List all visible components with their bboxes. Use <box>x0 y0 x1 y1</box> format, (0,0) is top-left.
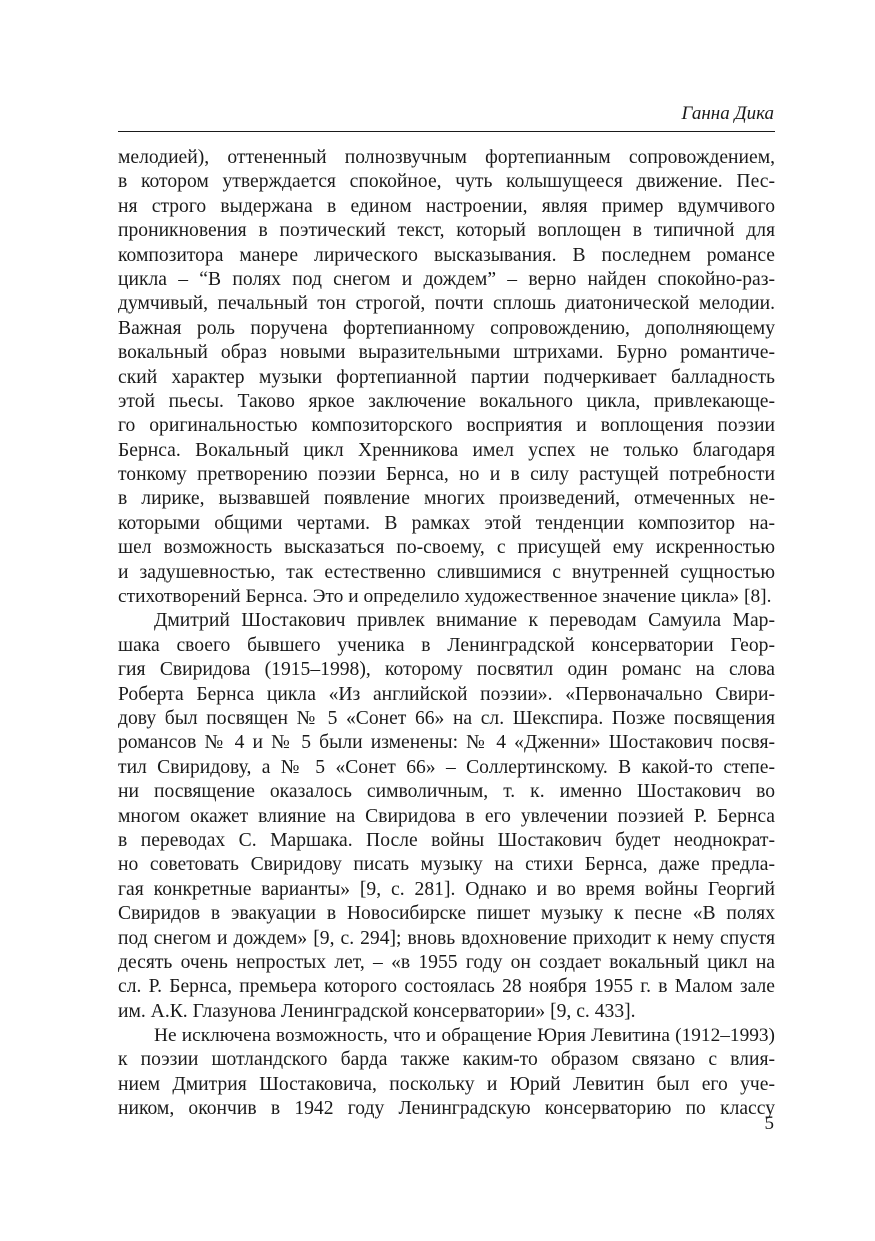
text-line: стихотворений Бернса. Это и определило художественное значение цикла» [8]. <box>118 586 772 608</box>
text-line: но советовать Свиридову писать музыку на стихи Бернса, даже предла- <box>118 854 775 876</box>
text-line: гая конкретные варианты» [9, с. 281]. Однако и во время войны Георгий <box>118 878 775 900</box>
text-line: и задушевностью, так естественно слившимися с внутренней сущностью <box>118 561 775 583</box>
text-line: Бернса. Вокальный цикл Хренникова имел успех не только благодаря <box>118 439 775 461</box>
paragraph-first-line: Не исключена возможность, что и обращение Юрия Левитина (1912–1993) <box>154 1025 775 1047</box>
text-line: в лирике, вызвавшей появление многих произведений, отмеченных не- <box>118 488 775 510</box>
text-line: думчивый, печальный тон строгой, почти сплошь диатонической мелодии. <box>118 293 775 315</box>
header-rule <box>118 131 775 132</box>
text-line: которыми общими чертами. В рамках этой тенденции композитор на- <box>118 512 775 534</box>
text-line: цикла – “В полях под снегом и дождем” – верно найден спокойно-раз- <box>118 268 775 290</box>
text-line: в переводах С. Маршака. После войны Шостакович будет неоднократ- <box>118 829 775 851</box>
text-line: ником, окончив в 1942 году Ленинградскую консерваторию по классу <box>118 1098 775 1120</box>
text-line: многом окажет влияние на Свиридова в его увлечении поэзией Р. Бернса <box>118 805 775 827</box>
text-line: ня строго выдержана в едином настроении, являя пример вдумчивого <box>118 195 775 217</box>
text-line: дову был посвящен № 5 «Сонет 66» на сл. Шекспира. Позже посвящения <box>118 707 775 729</box>
text-line: вокальный образ новыми выразительными штрихами. Бурно романтиче- <box>118 342 775 364</box>
text-line: под снегом и дождем» [9, с. 294]; вновь вдохновение приходит к нему спустя <box>118 927 775 949</box>
text-line: тил Свиридову, а № 5 «Сонет 66» – Соллертинскому. В какой-то степе- <box>118 756 775 778</box>
text-line: им. А.К. Глазунова Ленинградской консерватории» [9, с. 433]. <box>118 1000 636 1022</box>
text-line: шака своего бывшего ученика в Ленинградской консерватории Геор- <box>118 634 775 656</box>
body-text <box>118 146 775 1122</box>
text-line: шел возможность высказаться по-своему, с присущей ему искренностью <box>118 537 775 559</box>
text-line: ский характер музыки фортепианной партии подчеркивает балладность <box>118 366 775 388</box>
text-line: тонкому претворению поэзии Бернса, но и в силу растущей потребности <box>118 464 775 486</box>
text-line: Свиридов в эвакуации в Новосибирске пишет музыку к песне «В полях <box>118 903 775 925</box>
text-line: Важная роль поручена фортепианному сопровождению, дополняющему <box>118 317 775 339</box>
text-line: композитора манере лирического высказывания. В последнем романсе <box>118 244 775 266</box>
text-line: мелодией), оттененный полнозвучным фортепианным сопровождением, <box>118 147 775 168</box>
text-line: Роберта Бернса цикла «Из английской поэзии». «Первоначально Свири- <box>118 683 775 705</box>
text-line: го оригинальностью композиторского восприятия и воплощения поэзии <box>118 415 775 437</box>
text-line: гия Свиридова (1915–1998), которому посвятил один романс на слова <box>118 659 775 681</box>
text-line: ни посвящение оказалось символичным, т. к. именно Шостакович во <box>118 781 775 803</box>
text-line: этой пьесы. Таково яркое заключение вокального цикла, привлекающе- <box>118 390 775 412</box>
running-header: Ганна Дика <box>681 103 774 124</box>
text-line: нием Дмитрия Шостаковича, поскольку и Юрий Левитин был его уче- <box>118 1073 775 1095</box>
text-line: к поэзии шотландского барда также каким-то образом связано с влия- <box>118 1049 775 1071</box>
text-line: проникновения в поэтический текст, который воплощен в типичной для <box>118 220 775 242</box>
page-number: 5 <box>764 1113 774 1134</box>
text-line: в котором утверждается спокойное, чуть колышущееся движение. Пес- <box>118 171 775 193</box>
text-line: десять очень непростых лет, – «в 1955 году он создает вокальный цикл на <box>118 951 775 973</box>
text-line: романсов № 4 и № 5 были изменены: № 4 «Дженни» Шостакович посвя- <box>118 732 775 754</box>
text-line: сл. Р. Бернса, премьера которого состоялась 28 ноября 1955 г. в Малом зале <box>118 976 775 998</box>
paragraph-first-line: Дмитрий Шостакович привлек внимание к переводам Самуила Мар- <box>154 610 775 632</box>
